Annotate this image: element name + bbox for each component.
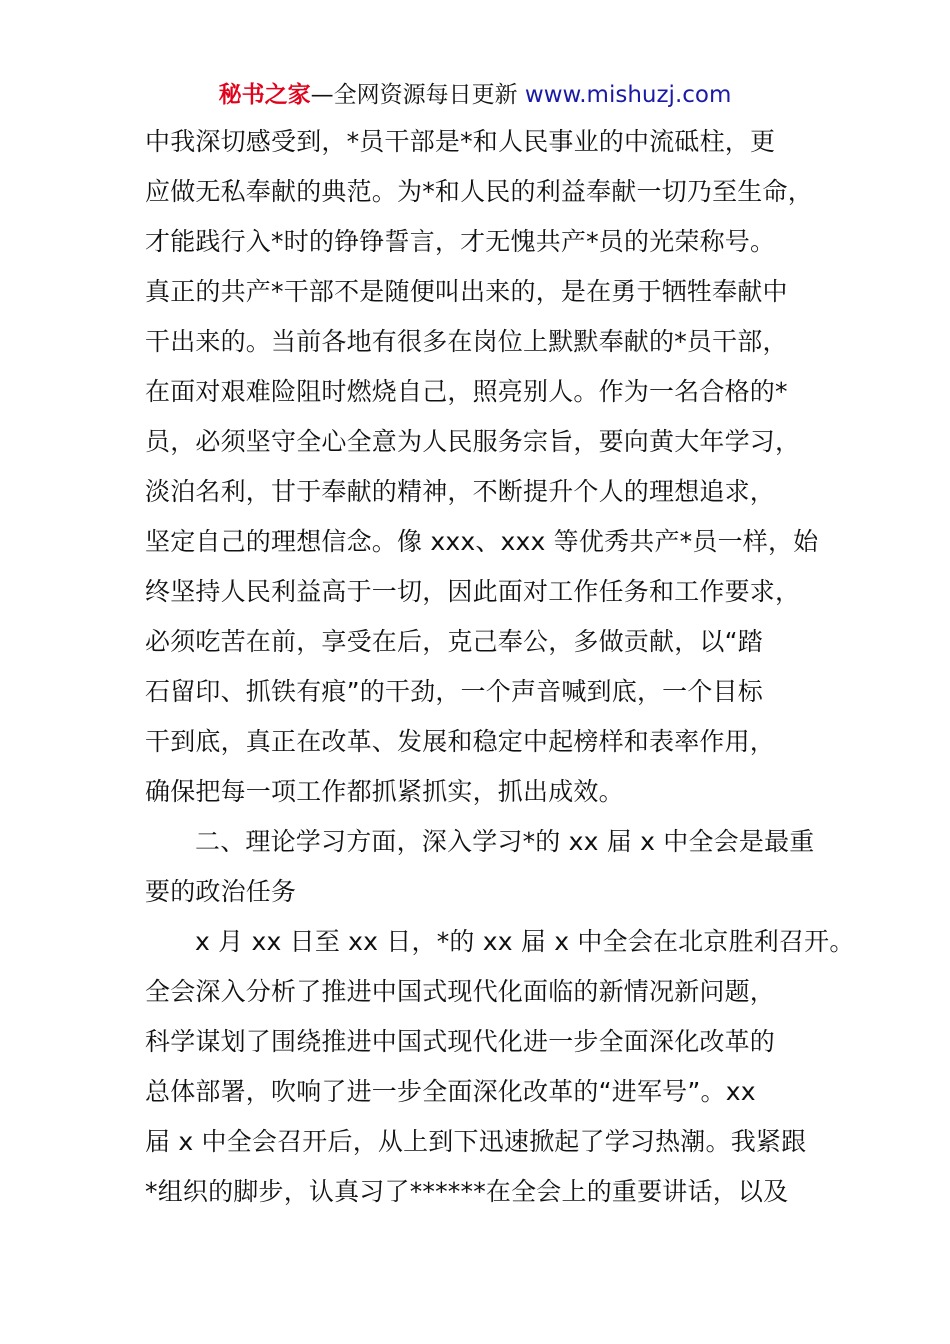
- text-line: 坚定自己的理想信念。像 xxx、xxx 等优秀共产*员一样，始: [145, 527, 819, 556]
- text-line: 科学谋划了围绕推进中国式现代化进一步全面深化改革的: [145, 1027, 776, 1056]
- text-line: 淡泊名利，甘于奉献的精神，不断提升个人的理想追求，: [145, 477, 776, 506]
- text-line: 石留印、抓铁有痕”的干劲，一个声音喊到底，一个目标: [145, 677, 763, 706]
- site-tagline: —全网资源每日更新: [310, 82, 525, 108]
- text-line: 必须吃苦在前，享受在后，克己奉公，多做贡献，以“踏: [145, 627, 763, 656]
- site-url-link[interactable]: www.mishuzj.com: [524, 82, 732, 108]
- section-heading-line: 二、理论学习方面，深入学习*的 xx 届 x 中全会是最重: [195, 827, 815, 856]
- text-line: 中我深切感受到，*员干部是*和人民事业的中流砥柱，更: [145, 127, 776, 156]
- text-line: 确保把每一项工作都抓紧抓实，抓出成效。: [145, 777, 624, 806]
- site-brand: 秘书之家: [218, 82, 311, 108]
- text-line: 全会深入分析了推进中国式现代化面临的新情况新问题，: [145, 977, 776, 1006]
- text-line: 总体部署，吹响了进一步全面深化改革的“进军号”。xx: [145, 1077, 756, 1106]
- text-line: 干到底，真正在改革、发展和稳定中起榜样和表率作用，: [145, 727, 776, 756]
- text-line: 届 x 中全会召开后，从上到下迅速掀起了学习热潮。我紧跟: [145, 1127, 807, 1156]
- text-line: 应做无私奉献的典范。为*和人民的利益奉献一切乃至生命，: [145, 177, 813, 206]
- text-line: 终坚持人民利益高于一切，因此面对工作任务和工作要求，: [145, 577, 801, 606]
- text-line: 才能践行入*时的铮铮誓言，才无愧共产*员的光荣称号。: [145, 227, 776, 256]
- text-line: *组织的脚步，认真习了******在全会上的重要讲话，以及: [145, 1177, 789, 1206]
- site-header: [0, 80, 950, 110]
- text-line: 真正的共产*干部不是随便叫出来的，是在勇于牺牲奉献中: [145, 277, 788, 306]
- text-line: 在面对艰难险阻时燃烧自己，照亮别人。作为一名合格的*: [145, 377, 788, 406]
- text-line: 干出来的。当前各地有很多在岗位上默默奉献的*员干部，: [145, 327, 788, 356]
- section-heading-line: 要的政治任务: [145, 877, 297, 906]
- text-line: x 月 xx 日至 xx 日，*的 xx 届 x 中全会在北京胜利召开。: [195, 927, 855, 956]
- text-line: 员，必须坚守全心全意为人民服务宗旨，要向黄大年学习，: [145, 427, 801, 456]
